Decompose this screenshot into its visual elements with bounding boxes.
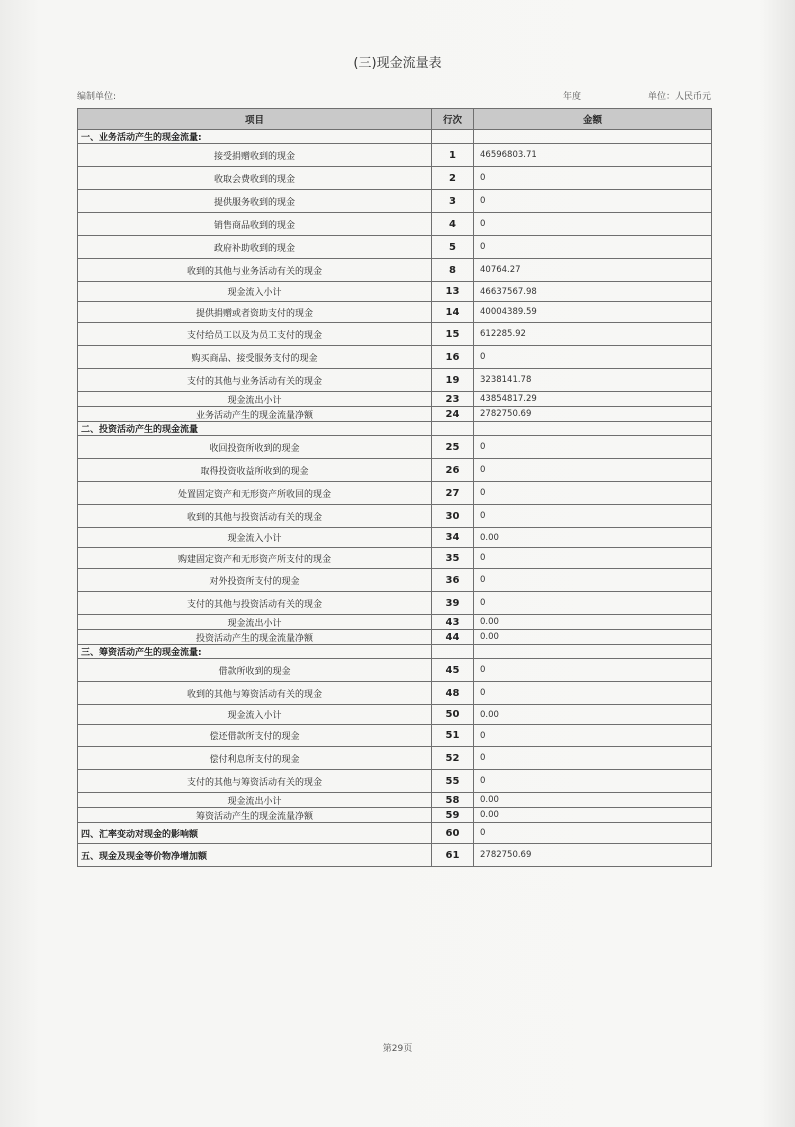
table-row bbox=[78, 259, 712, 282]
row-line-number: 15 bbox=[432, 323, 474, 346]
row-line-number: 27 bbox=[432, 482, 474, 505]
row-amount: 0.00 bbox=[474, 705, 712, 725]
header-item: 项目 bbox=[78, 109, 432, 130]
row-item-label: 二、投资活动产生的现金流量 bbox=[78, 422, 432, 436]
row-amount: 0.00 bbox=[474, 808, 712, 823]
row-amount: 0 bbox=[474, 823, 712, 844]
row-line-number: 19 bbox=[432, 369, 474, 392]
table-row bbox=[78, 482, 712, 505]
table-row bbox=[78, 236, 712, 259]
table-row bbox=[78, 823, 712, 844]
table-row bbox=[78, 422, 712, 436]
table-row bbox=[78, 793, 712, 808]
row-item-label: 购买商品、接受服务支付的现金 bbox=[78, 346, 432, 369]
row-line-number: 48 bbox=[432, 682, 474, 705]
row-item-label: 筹资活动产生的现金流量净额 bbox=[78, 808, 432, 823]
row-item-label: 收取会费收到的现金 bbox=[78, 167, 432, 190]
row-item-label: 五、现金及现金等价物净增加额 bbox=[78, 844, 432, 867]
row-line-number: 1 bbox=[432, 144, 474, 167]
row-line-number: 4 bbox=[432, 213, 474, 236]
row-amount: 0 bbox=[474, 436, 712, 459]
row-amount bbox=[474, 645, 712, 659]
row-item-label: 三、筹资活动产生的现金流量: bbox=[78, 645, 432, 659]
row-item-label: 提供服务收到的现金 bbox=[78, 190, 432, 213]
table-row bbox=[78, 130, 712, 144]
table-row bbox=[78, 682, 712, 705]
row-amount: 0 bbox=[474, 236, 712, 259]
row-line-number: 34 bbox=[432, 528, 474, 548]
row-line-number: 43 bbox=[432, 615, 474, 630]
table-row bbox=[78, 392, 712, 407]
currency-unit-label: 单位：人民币元 bbox=[648, 92, 712, 102]
table-row bbox=[78, 505, 712, 528]
table-row bbox=[78, 144, 712, 167]
table-row bbox=[78, 302, 712, 323]
row-line-number: 36 bbox=[432, 569, 474, 592]
table-row bbox=[78, 548, 712, 569]
row-amount: 0 bbox=[474, 592, 712, 615]
row-line-number: 2 bbox=[432, 167, 474, 190]
row-item-label: 现金流出小计 bbox=[78, 615, 432, 630]
row-amount: 0 bbox=[474, 190, 712, 213]
row-item-label: 收到的其他与业务活动有关的现金 bbox=[78, 259, 432, 282]
table-row bbox=[78, 213, 712, 236]
row-line-number bbox=[432, 422, 474, 436]
row-item-label: 一、业务活动产生的现金流量: bbox=[78, 130, 432, 144]
row-line-number: 26 bbox=[432, 459, 474, 482]
row-amount: 0 bbox=[474, 747, 712, 770]
row-item-label: 现金流出小计 bbox=[78, 793, 432, 808]
row-amount: 0 bbox=[474, 505, 712, 528]
row-item-label: 提供捐赠或者资助支付的现金 bbox=[78, 302, 432, 323]
table-body bbox=[78, 130, 712, 867]
table-row bbox=[78, 659, 712, 682]
table-row bbox=[78, 844, 712, 867]
year-label: 年度 bbox=[563, 92, 582, 102]
row-amount: 0 bbox=[474, 482, 712, 505]
row-line-number: 3 bbox=[432, 190, 474, 213]
row-line-number: 35 bbox=[432, 548, 474, 569]
table-row bbox=[78, 369, 712, 392]
table-row bbox=[78, 459, 712, 482]
row-item-label: 借款所收到的现金 bbox=[78, 659, 432, 682]
row-item-label: 支付的其他与业务活动有关的现金 bbox=[78, 369, 432, 392]
table-row bbox=[78, 436, 712, 459]
table-row bbox=[78, 645, 712, 659]
row-amount: 40764.27 bbox=[474, 259, 712, 282]
row-amount: 3238141.78 bbox=[474, 369, 712, 392]
row-amount: 0 bbox=[474, 167, 712, 190]
row-line-number: 14 bbox=[432, 302, 474, 323]
row-item-label: 收到的其他与投资活动有关的现金 bbox=[78, 505, 432, 528]
row-line-number: 61 bbox=[432, 844, 474, 867]
row-line-number: 25 bbox=[432, 436, 474, 459]
row-item-label: 销售商品收到的现金 bbox=[78, 213, 432, 236]
table-row bbox=[78, 569, 712, 592]
row-line-number: 16 bbox=[432, 346, 474, 369]
row-item-label: 现金流入小计 bbox=[78, 705, 432, 725]
row-item-label: 收回投资所收到的现金 bbox=[78, 436, 432, 459]
table-row bbox=[78, 615, 712, 630]
row-item-label: 对外投资所支付的现金 bbox=[78, 569, 432, 592]
row-amount: 0 bbox=[474, 682, 712, 705]
row-amount: 46596803.71 bbox=[474, 144, 712, 167]
table-row bbox=[78, 725, 712, 747]
row-item-label: 支付的其他与筹资活动有关的现金 bbox=[78, 770, 432, 793]
table-row bbox=[78, 282, 712, 302]
row-item-label: 偿付利息所支付的现金 bbox=[78, 747, 432, 770]
row-line-number: 13 bbox=[432, 282, 474, 302]
table-row bbox=[78, 808, 712, 823]
row-amount: 0.00 bbox=[474, 630, 712, 645]
table-row bbox=[78, 770, 712, 793]
row-amount: 0 bbox=[474, 659, 712, 682]
row-item-label: 业务活动产生的现金流量净额 bbox=[78, 407, 432, 422]
table-row bbox=[78, 407, 712, 422]
page-number: 第29页 bbox=[382, 1044, 413, 1054]
row-amount: 46637567.98 bbox=[474, 282, 712, 302]
row-line-number: 58 bbox=[432, 793, 474, 808]
row-line-number: 8 bbox=[432, 259, 474, 282]
row-item-label: 收到的其他与筹资活动有关的现金 bbox=[78, 682, 432, 705]
row-item-label: 支付的其他与投资活动有关的现金 bbox=[78, 592, 432, 615]
row-line-number: 51 bbox=[432, 725, 474, 747]
table-row bbox=[78, 630, 712, 645]
row-item-label: 现金流出小计 bbox=[78, 392, 432, 407]
row-item-label: 处置固定资产和无形资产所收回的现金 bbox=[78, 482, 432, 505]
row-item-label: 投资活动产生的现金流量净额 bbox=[78, 630, 432, 645]
row-item-label: 四、汇率变动对现金的影响额 bbox=[78, 823, 432, 844]
row-line-number: 44 bbox=[432, 630, 474, 645]
row-line-number: 55 bbox=[432, 770, 474, 793]
row-item-label: 接受捐赠收到的现金 bbox=[78, 144, 432, 167]
row-item-label: 取得投资收益所收到的现金 bbox=[78, 459, 432, 482]
row-amount: 2782750.69 bbox=[474, 407, 712, 422]
row-item-label: 现金流入小计 bbox=[78, 282, 432, 302]
row-amount: 0.00 bbox=[474, 528, 712, 548]
row-amount bbox=[474, 422, 712, 436]
row-line-number: 39 bbox=[432, 592, 474, 615]
row-amount: 0 bbox=[474, 725, 712, 747]
row-amount: 0 bbox=[474, 213, 712, 236]
row-line-number bbox=[432, 130, 474, 144]
row-line-number: 59 bbox=[432, 808, 474, 823]
row-line-number: 30 bbox=[432, 505, 474, 528]
row-amount: 0 bbox=[474, 548, 712, 569]
row-amount: 0 bbox=[474, 346, 712, 369]
table-row bbox=[78, 323, 712, 346]
row-line-number: 60 bbox=[432, 823, 474, 844]
row-line-number: 23 bbox=[432, 392, 474, 407]
row-amount: 2782750.69 bbox=[474, 844, 712, 867]
table-row bbox=[78, 167, 712, 190]
row-amount: 0.00 bbox=[474, 793, 712, 808]
header-amount: 金额 bbox=[474, 109, 712, 130]
cash-flow-table bbox=[77, 108, 712, 867]
table-row bbox=[78, 747, 712, 770]
row-amount: 40004389.59 bbox=[474, 302, 712, 323]
row-line-number: 50 bbox=[432, 705, 474, 725]
preparing-unit-label: 编制单位: bbox=[77, 92, 117, 102]
row-amount: 0.00 bbox=[474, 615, 712, 630]
row-item-label: 购建固定资产和无形资产所支付的现金 bbox=[78, 548, 432, 569]
row-item-label: 现金流入小计 bbox=[78, 528, 432, 548]
document-title: (三)现金流量表 bbox=[353, 56, 442, 71]
row-line-number: 5 bbox=[432, 236, 474, 259]
row-item-label: 支付给员工以及为员工支付的现金 bbox=[78, 323, 432, 346]
row-amount: 0 bbox=[474, 459, 712, 482]
header-line-no: 行次 bbox=[432, 109, 474, 130]
table-row bbox=[78, 592, 712, 615]
row-line-number: 52 bbox=[432, 747, 474, 770]
row-item-label: 偿还借款所支付的现金 bbox=[78, 725, 432, 747]
row-amount: 43854817.29 bbox=[474, 392, 712, 407]
table-row bbox=[78, 705, 712, 725]
row-amount: 0 bbox=[474, 770, 712, 793]
row-line-number bbox=[432, 645, 474, 659]
row-amount: 612285.92 bbox=[474, 323, 712, 346]
row-line-number: 45 bbox=[432, 659, 474, 682]
table-row bbox=[78, 528, 712, 548]
row-line-number: 24 bbox=[432, 407, 474, 422]
row-amount: 0 bbox=[474, 569, 712, 592]
table-header-row bbox=[78, 109, 712, 130]
table-row bbox=[78, 190, 712, 213]
row-item-label: 政府补助收到的现金 bbox=[78, 236, 432, 259]
row-amount bbox=[474, 130, 712, 144]
table-row bbox=[78, 346, 712, 369]
